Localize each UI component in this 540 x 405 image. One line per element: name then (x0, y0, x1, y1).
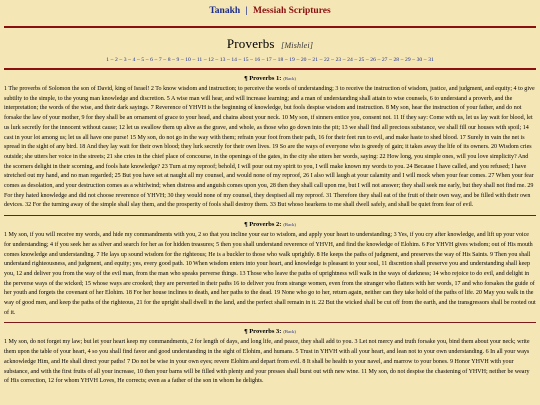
chapter-link[interactable]: 22 (323, 57, 330, 63)
chapter-title: ¶ Proverbs 2: (244, 221, 282, 229)
chapter-dash: – (423, 57, 427, 63)
chapter-link[interactable]: 31 (428, 57, 434, 63)
chapter-dash: – (261, 57, 265, 63)
chapter-dash: – (145, 57, 149, 63)
nav-separator: | (245, 6, 248, 16)
chapter-link[interactable]: 29 (405, 57, 411, 63)
chapter-link[interactable]: 9 (176, 57, 180, 63)
chapter-link[interactable]: 13 (219, 57, 226, 63)
chapters-container (0, 75, 540, 387)
chapter-text: 1 My son, if you will receive my words, and hide my commandments with you, 2 so that you incline your ear to wisdom, and apply your heart to understanding; 3 Yes, if you cry after knowledge, and lift up your voice for understanding; 4 if you seek her as silver and search for her as for hidden treasures; 5 then you shall understand reverence of YHVH, and find the knowledge of Elohim. 6 For YHVH gives wisdom; out of His mouth comes knowledge and understanding. 7 He lays up sound wisdom for the righteous; He is a buckler to those who walk uprightly. 8 He keeps the paths of judgment, and preserves the way of His Saints. 9 Then you shall understand righteousness, and judgment, and equity; yes, every good path. 10 When wisdom enters into your heart, and knowledge is pleasant to your soul, 11 discretion shall preserve you and understanding shall keep you, 12 and deliver you from the way of the evil man, from the man who speaks perverse things. 13 Those who leave the paths of uprightness will walk in the ways of darkness; 14 who rejoice to do evil, and delight in the perverse ways of the wicked; 15 whose ways are crooked; they are perverted in their paths 16 to deliver you from strange women, even from the stranger who flatters with her words, 17 and who forsakes the guide of her youth and forgets the covenant of her Elohim. 18 For her house inclines to death, and her paths to the dead. 19 None who go to her, return again, neither can they take hold of the paths of life. 20 May you walk in the way of good men, and keep the paths of the righteous, 21 for the upright shall dwell in the land, and the perfect shall remain in it. 22 But the wicked shall be cut off from the earth, and the transgressors shall be rooted out of it. (4, 232, 536, 316)
chapter-link[interactable]: 19 (289, 57, 295, 63)
book-title: Proverbs (226, 36, 275, 51)
chapter-link[interactable]: 23 (335, 57, 342, 63)
chapter-link[interactable]: 21 (312, 57, 318, 63)
chapter-dash: – (342, 57, 346, 63)
chapter-link[interactable]: 18 (277, 57, 284, 63)
chapter-link[interactable]: 16 (254, 57, 261, 63)
chapter-dash: – (354, 57, 358, 63)
chapter-dash: – (203, 57, 207, 63)
chapter-link[interactable]: 27 (381, 57, 388, 63)
chapter-text: 1 The proverbs of Solomon the son of David, king of Israel! 2 To know wisdom and instruction; to perceive the words of understanding; 3 to receive the instruction of wisdom, justice, and judgment, and equity; 4 to give subtilty to the simple, to the young man knowledge and discretion. 5 A wise man will hear, and will increase learning; and a man of understanding shall attain to wise counsels, 6 to understand a proverb, and the interpretation; the words of the wise, and their dark sayings. 7 Reverence of YHVH is the beginning of knowledge, but fools despise wisdom and instruction. 8 My son, hear the instruction of your father, and do not forsake the law of your mother, 9 for they shall be an ornament of grace to your head, and chains about your neck. 10 My son, if sinners entice you, consent not. 11 If they say: Come with us, let us lay wait for blood, let us lurk secretly for the innocent without cause; 12 let us swallow them up alive as the grave, and whole, as those who go down into the pit; 13 we shall find all precious substance, we shall fill our houses with spoil; 14 cast in your lot among us; let us all have one purse! 15 My son, do not go in the way with them; refrain your foot from their path, 16 for their feet run to evil, and make haste to shed blood. 17 Surely in vain the net is spread in the sight of any bird. 18 And they lay wait for their own blood; they lurk secretly for their own lives. 19 So are the ways of everyone who is greedy of gain; it takes away the life of its owners. 20 Wisdom cries outside; she utters her voice in the streets; 21 she cries in the chief place of concourse, in the openings of the gates, in the city she utters her words, saying: 22 How long, you simple ones, will you love simplicity? And the scorners delight in their scorning, and fools hate knowledge? 23 Turn at my reproof; behold, I will pour out my spirit to you, I will make known my words to you. 24 Because I have called, and you refused; I have stretched out my hand, and no man regarded; 25 But you have set at naught all my counsel, and would none of my reproof, 26 I also will laugh at your calamity and I will mock when your fear comes. 27 When your fear comes as desolation, and your destruction comes as a whirlwind; when distress and anguish comes upon you, 28 then they shall call upon me, but I will not answer; they shall seek me early, but they shall not find me. 29 For they hated knowledge and did not choose reverence of YHVH; 30 they would none of my counsel, they despised all my reproof. 31 Therefore they shall eat of the fruit of their own way, and be filled with their own devices. 32 For the turning away of the simple shall slay them, and the prosperity of fools shall destroy them. 33 But whoso hearkens to me shall dwell safely, and shall be quiet from fear of evil. (4, 86, 535, 209)
chapter-link[interactable]: 24 (347, 57, 353, 63)
chapter-dash: – (273, 57, 277, 63)
chapter-link[interactable]: 2 (115, 57, 118, 63)
chapter-link[interactable]: 7 (158, 57, 162, 63)
chapter-link[interactable]: 12 (208, 57, 214, 63)
chapter-link[interactable]: 10 (185, 57, 191, 63)
chapter-link[interactable]: 4 (132, 57, 136, 63)
chapter-divider (4, 215, 536, 216)
back-link[interactable]: (Back) (283, 76, 296, 81)
chapter-dash: – (226, 57, 230, 63)
chapter-dash: – (296, 57, 300, 63)
chapter-dash: – (412, 57, 416, 63)
chapter-dash: – (377, 57, 381, 63)
top-divider (4, 26, 536, 28)
chapter-dash: – (192, 57, 196, 63)
chapter-dash: – (110, 57, 114, 63)
chapter-dash: – (163, 57, 167, 63)
chapter-divider (4, 322, 536, 323)
nav-divider (4, 68, 536, 70)
chapter-link[interactable]: 8 (167, 57, 171, 63)
chapter-dash: – (238, 57, 242, 63)
chapter-link[interactable]: 28 (393, 57, 400, 63)
chapter-link[interactable]: 26 (370, 57, 376, 63)
chapter-dash: – (389, 57, 392, 63)
chapter-heading (0, 75, 540, 82)
chapter-link[interactable]: 11 (196, 57, 203, 63)
chapter-link[interactable]: 17 (266, 57, 272, 63)
chapter-title: ¶ Proverbs 1: (244, 75, 282, 82)
chapter-dash: – (172, 57, 175, 63)
tanakh-link[interactable]: Tanakh (209, 6, 241, 16)
chapter-link[interactable]: 14 (231, 57, 237, 63)
page-title (0, 36, 540, 52)
chapter-dash: – (308, 57, 311, 63)
chapter-dash: – (180, 57, 184, 63)
chapter-dash: – (215, 57, 219, 63)
chapter-link[interactable]: 5 (141, 57, 145, 63)
chapter-dash: – (365, 57, 369, 63)
chapter-dash: – (284, 57, 288, 63)
chapter-text: 1 My son, do not forget my law; but let your heart keep my commandments, 2 for length of days, and long life, and peace, they shall add to you. 3 Let not mercy and truth forsake you, bind them about your neck; write them upon the table of your heart, 4 so you shall find favor and good understanding in the sight of Elohim, and humans. 5 Trust in YHVH with all your heart, and lean not to your own understanding. 6 In all your ways acknowledge Him, and He shall direct your paths! 7 Do not be wise in your own eyes; revere Elohim and depart from evil. 8 It shall be health to your navel, and marrow to your bones. 9 Honor YHVH with your substance, and with the first fruits of all your increase, 10 then your barns will be filled with plenty and your presses shall burst out with new wine. 11 My son, do not despise the chastening of YHVH; neither be weary of His correction, 12 for whom YHVH Loves, He corrects; even as a father of the son in whom he delights. (4, 339, 530, 385)
chapter-dash: – (128, 57, 131, 63)
top-nav (0, 0, 540, 26)
chapter-dash: – (400, 57, 404, 63)
chapter-dash: – (119, 57, 123, 63)
chapter-dash: – (250, 57, 253, 63)
book-hebrew-name: [Mishlei] (281, 41, 314, 50)
chapter-heading (0, 328, 540, 335)
chapter-dash: – (319, 57, 323, 63)
chapter-title: ¶ Proverbs 3: (244, 328, 282, 336)
chapter-link[interactable]: 1 (106, 57, 110, 63)
back-link[interactable]: (Back) (283, 329, 296, 335)
back-link[interactable]: (Back) (283, 222, 296, 228)
messiah-scriptures-link[interactable]: Messiah Scriptures (253, 6, 331, 16)
chapter-heading (0, 221, 540, 228)
chapter-navigation (0, 57, 540, 63)
chapter-dash: – (331, 57, 334, 63)
chapter-link[interactable]: 25 (358, 57, 365, 63)
chapter-dash: – (154, 57, 158, 63)
chapter-link[interactable]: 20 (300, 57, 307, 63)
chapter-link[interactable]: 6 (150, 57, 153, 63)
chapter-link[interactable]: 15 (242, 57, 249, 63)
chapter-dash: – (136, 57, 140, 63)
chapter-link[interactable]: 3 (123, 57, 127, 63)
chapter-link[interactable]: 30 (416, 57, 423, 63)
